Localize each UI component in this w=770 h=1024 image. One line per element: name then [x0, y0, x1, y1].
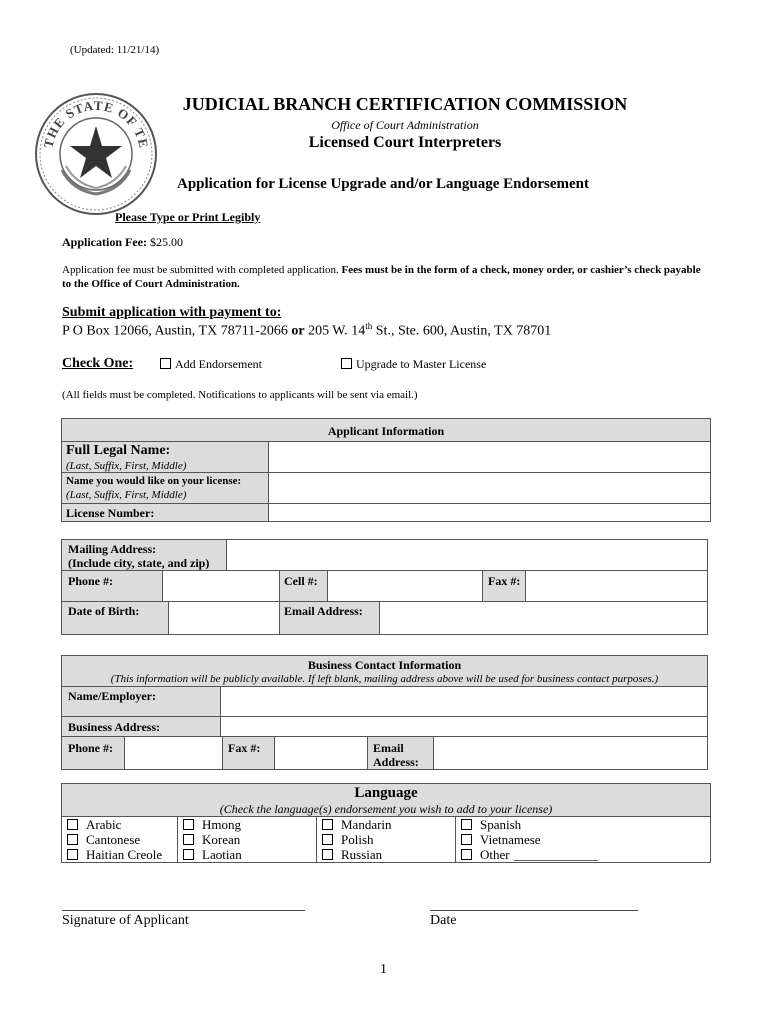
dob-label: Date of Birth:: [68, 604, 140, 618]
polish-checkbox[interactable]: [322, 834, 333, 845]
language-header: Language: [354, 785, 418, 801]
upgrade-checkbox[interactable]: [341, 358, 352, 369]
mailing-address-label: Mailing Address:: [68, 542, 157, 556]
haitian-creole-checkbox[interactable]: [67, 849, 78, 860]
address-part2: 205 W. 14: [304, 323, 366, 339]
language-option-korean[interactable]: [183, 832, 240, 848]
cell-label: Cell #:: [284, 574, 318, 588]
cantonese-label: Cantonese: [86, 832, 141, 847]
all-fields-note: (All fields must be completed. Notifications to applicants will be sent via email.): [62, 389, 418, 401]
cell-field[interactable]: [329, 572, 481, 600]
phone-field[interactable]: [164, 572, 278, 600]
name-employer-label: Name/Employer:: [68, 689, 156, 703]
updated-date: (Updated: 11/21/14): [70, 44, 160, 56]
language-note: (Check the language(s) endorsement you wish to add to your license): [219, 802, 553, 816]
fee-note-plain: Application fee must be submitted with completed application.: [62, 264, 342, 276]
hmong-checkbox[interactable]: [183, 819, 194, 830]
svg-text:THE STATE OF TEXAS: THE STATE OF TE: [40, 97, 152, 150]
business-fax-field[interactable]: [276, 738, 366, 768]
business-email-label-1: Email: [373, 741, 404, 755]
date-line[interactable]: [430, 910, 638, 911]
business-note: (This information will be publicly available. If left blank, mailing address above will be used for business contact purposes.): [110, 673, 659, 685]
business-address-label: Business Address:: [68, 720, 161, 734]
vietnamese-checkbox[interactable]: [461, 834, 472, 845]
subtitle: Licensed Court Interpreters: [308, 134, 502, 151]
russian-label: Russian: [341, 847, 383, 862]
fee-note-bold: Fees must be in the form of a check, money order, or cashier’s check payable to the Office of Court Administration.: [62, 264, 701, 290]
language-option-other[interactable]: [461, 847, 598, 863]
address-or: or: [291, 323, 305, 339]
mandarin-checkbox[interactable]: [322, 819, 333, 830]
license-name-label: Name you would like on your license:: [66, 475, 242, 487]
mandarin-label: Mandarin: [341, 817, 392, 832]
add-endorsement-label: Add Endorsement: [175, 357, 262, 371]
hmong-label: Hmong: [202, 817, 241, 832]
texas-seal-icon: [32, 90, 160, 218]
laotian-checkbox[interactable]: [183, 849, 194, 860]
full-legal-name-label: Full Legal Name:: [66, 443, 171, 458]
license-number-label: License Number:: [66, 506, 155, 520]
check-one-label: Check One:: [62, 356, 134, 371]
spanish-label: Spanish: [480, 817, 522, 832]
dob-field[interactable]: [170, 603, 278, 633]
address-sup: th: [365, 321, 373, 331]
commission-title: JUDICIAL BRANCH CERTIFICATION COMMISSION: [182, 94, 628, 114]
mailing-address-field[interactable]: [228, 541, 706, 569]
language-option-laotian[interactable]: [183, 847, 242, 863]
page-number: 1: [380, 962, 387, 977]
fax-field[interactable]: [527, 572, 706, 600]
business-email-field[interactable]: [435, 738, 706, 768]
cantonese-checkbox[interactable]: [67, 834, 78, 845]
business-email-label-2: Address:: [373, 755, 419, 769]
other-label: Other: [480, 847, 510, 862]
license-name-field[interactable]: [270, 474, 709, 502]
business-header: Business Contact Information: [307, 658, 462, 672]
business-fax-label: Fax #:: [228, 741, 261, 755]
form-title: Application for License Upgrade and/or Language Endorsement: [177, 176, 589, 192]
language-option-cantonese[interactable]: [67, 832, 140, 848]
date-label: Date: [430, 913, 457, 928]
arabic-checkbox[interactable]: [67, 819, 78, 830]
email-label: Email Address:: [284, 604, 363, 618]
language-option-polish[interactable]: [322, 832, 374, 848]
applicant-header: Applicant Information: [327, 424, 445, 438]
fee-label: Application Fee:: [62, 235, 147, 249]
submit-heading: Submit application with payment to:: [62, 305, 282, 320]
add-endorsement-checkbox[interactable]: [160, 358, 171, 369]
haitian-creole-label: Haitian Creole: [86, 847, 163, 862]
arabic-label: Arabic: [86, 817, 122, 832]
upgrade-label: Upgrade to Master License: [356, 357, 487, 371]
fax-label: Fax #:: [488, 574, 521, 588]
email-field[interactable]: [381, 603, 706, 633]
vietnamese-label: Vietnamese: [480, 832, 541, 847]
name-employer-field[interactable]: [222, 688, 706, 715]
full-legal-name-field[interactable]: [270, 443, 709, 471]
spanish-checkbox[interactable]: [461, 819, 472, 830]
office-name: Office of Court Administration: [331, 118, 479, 132]
language-option-vietnamese[interactable]: [461, 832, 541, 848]
language-option-haitian-creole[interactable]: [67, 847, 162, 863]
business-phone-field[interactable]: [126, 738, 221, 768]
language-option-arabic[interactable]: [67, 817, 121, 833]
signature-line[interactable]: [62, 910, 305, 911]
address-part3: St., Ste. 600, Austin, TX 78701: [372, 323, 552, 339]
license-number-field[interactable]: [270, 505, 709, 521]
upgrade-option[interactable]: [341, 357, 486, 372]
korean-label: Korean: [202, 832, 241, 847]
full-legal-name-hint: (Last, Suffix, First, Middle): [66, 460, 187, 472]
license-name-hint: (Last, Suffix, First, Middle): [66, 489, 187, 501]
korean-checkbox[interactable]: [183, 834, 194, 845]
language-option-russian[interactable]: [322, 847, 382, 863]
mailing-address-text: [62, 321, 551, 340]
business-phone-label: Phone #:: [68, 741, 113, 755]
signature-label: Signature of Applicant: [62, 913, 189, 928]
address-part1: P O Box 12066, Austin, TX 78711-2066: [62, 323, 292, 339]
language-option-mandarin[interactable]: [322, 817, 392, 833]
print-legibly-note: Please Type or Print Legibly: [115, 210, 261, 224]
other-checkbox[interactable]: [461, 849, 472, 860]
phone-label: Phone #:: [68, 574, 113, 588]
add-endorsement-option[interactable]: [160, 357, 262, 372]
polish-label: Polish: [341, 832, 374, 847]
mailing-address-hint: (Include city, state, and zip): [68, 556, 210, 570]
business-address-field[interactable]: [222, 718, 706, 735]
application-fee: [62, 235, 183, 250]
fee-note: [62, 263, 712, 291]
fee-value: $25.00: [150, 235, 183, 249]
language-option-hmong[interactable]: [183, 817, 241, 833]
russian-checkbox[interactable]: [322, 849, 333, 860]
laotian-label: Laotian: [202, 847, 242, 862]
other-language-blank[interactable]: _____________: [513, 847, 599, 862]
language-option-spanish[interactable]: [461, 817, 521, 833]
